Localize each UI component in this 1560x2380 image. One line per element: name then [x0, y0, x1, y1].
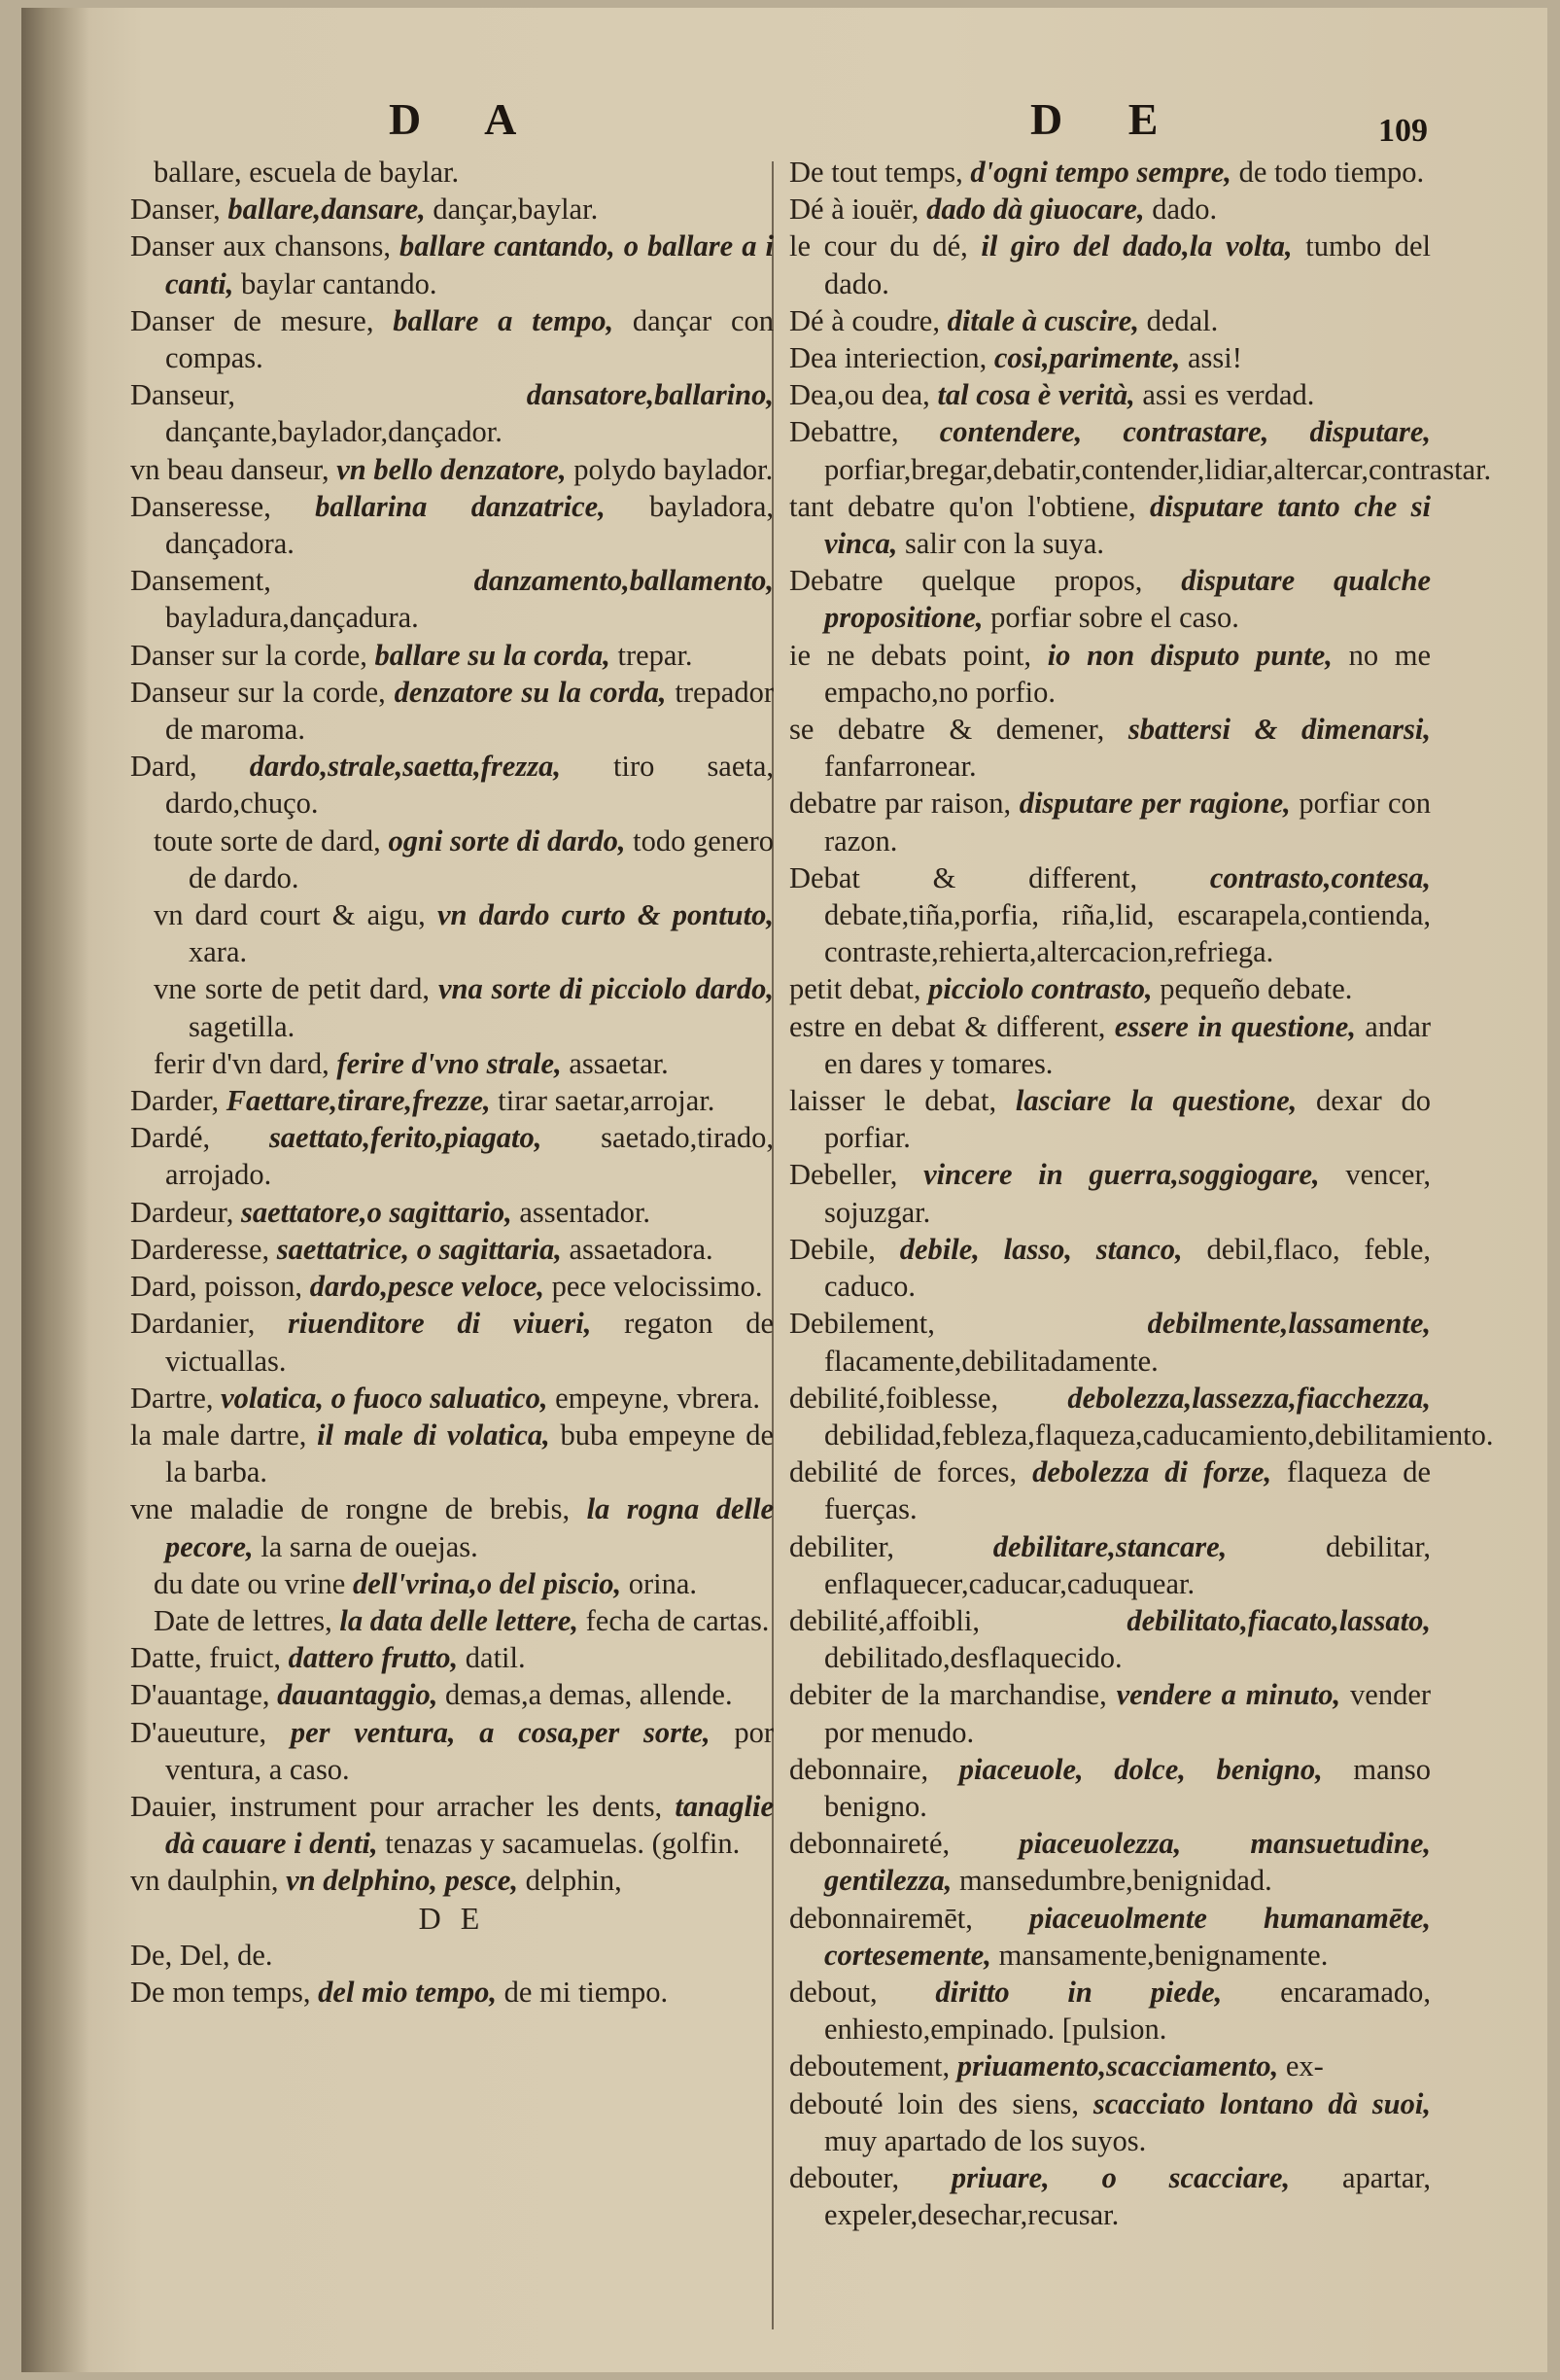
entry-italian: vna sorte di picciolo dardo,	[437, 972, 775, 1006]
dictionary-entry	[789, 339, 1431, 376]
entry-headword: Dard, poisson,	[130, 1270, 303, 1304]
entry-headword: Dard,	[130, 750, 197, 784]
entry-spanish: regaton de victuallas.	[165, 1307, 775, 1378]
entry-italian: vn dardo curto & pontuto,	[436, 898, 774, 932]
dictionary-entry	[130, 822, 774, 896]
entry-italian: vn bello denzatore,	[336, 452, 567, 486]
entry-headword: vne maladie de rongne de brebis,	[130, 1492, 571, 1526]
entry-spanish: saetado,tirado, arrojado.	[165, 1121, 775, 1192]
page-number: 109	[1378, 113, 1428, 149]
dictionary-entry	[789, 2085, 1431, 2159]
dictionary-entry	[130, 1305, 774, 1379]
entry-headword: Debeller,	[789, 1158, 898, 1192]
dictionary-entry	[130, 1380, 774, 1417]
entry-spanish: fecha de cartas.	[585, 1603, 770, 1637]
entry-headword: Danser sur la corde,	[130, 638, 367, 672]
entry-italian: volatica, o fuoco saluatico,	[221, 1381, 548, 1415]
dictionary-entry	[130, 228, 774, 301]
entry-spanish: porfiar,bregar,debatir,contender,lidiar,altercar,contrastar.	[824, 452, 1492, 486]
dictionary-entry	[130, 376, 774, 450]
dictionary-entry	[789, 859, 1431, 971]
dictionary-entry	[789, 413, 1492, 487]
dictionary-entry	[789, 785, 1431, 858]
dictionary-entry	[789, 191, 1431, 228]
entry-spanish: pequeño debate.	[1160, 972, 1353, 1006]
entry-spanish: pece velocissimo.	[551, 1270, 763, 1304]
entry-italian: ballare su la corda,	[374, 638, 610, 672]
entry-headword: Datte, fruict,	[130, 1641, 281, 1675]
dictionary-entry	[789, 711, 1431, 785]
entry-italian: cosi,parimente,	[993, 341, 1181, 375]
entry-italian: tanaglie dà cauare i denti,	[165, 1789, 774, 1861]
entry-spanish: flacamente,debilitadamente.	[824, 1344, 1159, 1378]
dictionary-entry	[789, 1082, 1431, 1156]
dictionary-entry	[130, 1119, 774, 1193]
entry-italian: ballare,dansare,	[227, 192, 426, 227]
entry-spanish: assi es verdad.	[1142, 378, 1315, 412]
dictionary-entry	[130, 1490, 774, 1564]
dictionary-entry	[789, 488, 1431, 562]
dictionary-entry	[789, 1008, 1431, 1082]
entry-headword: deboutement,	[789, 2049, 951, 2083]
entry-headword: Darderesse,	[130, 1232, 270, 1266]
dictionary-entry	[789, 154, 1431, 191]
entry-spanish: debilitado,desflaquecido.	[824, 1641, 1123, 1675]
entry-headword: Debat & different,	[789, 860, 1138, 894]
entry-headword: debonnaire,	[789, 1752, 929, 1786]
entry-spanish: tenazas y sacamuelas. (golfin.	[385, 1827, 741, 1861]
entry-italian: piaceuolmente humanamēte, cortesemente,	[824, 1901, 1431, 1972]
dictionary-entry	[789, 228, 1431, 301]
dictionary-entry	[130, 154, 774, 191]
dictionary-entry	[130, 1231, 774, 1268]
dictionary-entry	[130, 1602, 774, 1639]
entry-spanish: salir con la suya.	[905, 527, 1104, 561]
dictionary-entry	[130, 302, 774, 376]
dictionary-entry	[130, 1974, 774, 2011]
entry-spanish: dançante,baylador,dançador.	[165, 415, 503, 449]
entry-headword: Danser de mesure,	[130, 303, 374, 337]
entry-headword: Danser,	[130, 192, 221, 227]
dictionary-entry	[130, 970, 774, 1044]
entry-spanish: buba empeyne de la barba.	[165, 1418, 775, 1489]
running-head-right: D E	[1030, 94, 1186, 144]
entry-headword: tant debatre qu'on l'obtiene,	[789, 489, 1136, 523]
entry-spanish: tirar saetar,arrojar.	[498, 1084, 715, 1118]
entry-spanish: datil.	[465, 1641, 526, 1675]
entry-spanish: assi!	[1187, 341, 1242, 375]
entry-spanish: no me empacho,no porfio.	[824, 638, 1432, 709]
entry-italian: priuamento,scacciamento,	[956, 2049, 1279, 2083]
entry-headword: De mon temps,	[130, 1975, 311, 2009]
dictionary-entry	[789, 376, 1431, 413]
entry-headword: debilité de forces,	[789, 1455, 1018, 1489]
dictionary-entry	[789, 970, 1431, 1007]
entry-spanish: debate,tiña,porfia, riña,lid, escarapela,contienda, contraste,rehierta,altercacion,refriega.	[824, 898, 1431, 969]
entry-headword: D'auantage,	[130, 1678, 270, 1712]
entry-spanish: de.	[237, 1938, 273, 1972]
entry-spanish: assaetadora.	[569, 1232, 713, 1266]
entry-headword: De, Del,	[130, 1938, 230, 1972]
dictionary-entry	[130, 1676, 774, 1713]
entry-italian: disputare per ragione,	[1019, 787, 1291, 821]
entry-spanish: de todo tiempo.	[1238, 156, 1425, 189]
entry-spanish: dançar con compas.	[165, 303, 775, 375]
dictionary-entry	[130, 1862, 774, 1899]
entry-headword: toute sorte de dard,	[154, 823, 381, 858]
dictionary-entry	[130, 488, 774, 562]
entry-italian: la rogna delle pecore,	[165, 1492, 774, 1563]
entry-headword: debatre par raison,	[789, 787, 1012, 821]
dictionary-entry	[130, 1417, 774, 1490]
entry-spanish: bayladora, dançadora.	[165, 489, 774, 561]
entry-italian: dauantaggio,	[277, 1678, 438, 1712]
entry-italian: debolezza,lassezza,fiacchezza,	[1067, 1381, 1431, 1415]
entry-italian: debolezza di forze,	[1032, 1455, 1272, 1489]
entry-headword: le cour du dé,	[789, 229, 968, 263]
entry-italian: ballare cantando, o ballare a i canti,	[165, 229, 775, 300]
entry-spanish: flaqueza de fuerças.	[824, 1455, 1432, 1526]
entry-spanish: xara.	[189, 935, 248, 969]
entry-spanish: andar en dares y tomares.	[824, 1009, 1432, 1080]
entry-spanish: mansedumbre,benignidad.	[958, 1864, 1272, 1898]
entry-italian: il male di volatica,	[317, 1418, 550, 1452]
dictionary-entry	[789, 2159, 1431, 2233]
dictionary-entry	[130, 1937, 774, 1974]
entry-italian: debilmente,lassamente,	[1147, 1307, 1431, 1341]
entry-spanish: delphin,	[525, 1864, 622, 1898]
entry-italian: tal cosa è verità,	[937, 378, 1135, 412]
entry-spanish: bayladura,dançadura.	[165, 601, 419, 635]
entry-spanish: debilidad,febleza,flaqueza,caducamiento,debilitamiento.	[824, 1418, 1494, 1452]
entry-italian: dansatore,ballarino,	[526, 378, 774, 412]
dictionary-entry	[130, 1268, 774, 1305]
entry-italian: debile, lasso, stanco,	[899, 1232, 1183, 1266]
entry-spanish: fanfarronear.	[824, 750, 977, 784]
entry-italian: per ventura, a cosa,per sorte,	[290, 1715, 711, 1749]
entry-headword: ie ne debats point,	[789, 638, 1032, 672]
entry-spanish: apartar, expeler,desechar,recusar.	[824, 2160, 1431, 2232]
entry-headword: Debile,	[789, 1232, 876, 1266]
entry-italian: dado dà giuocare,	[926, 192, 1145, 227]
entry-headword: vn beau danseur,	[130, 452, 329, 486]
entry-headword: debiter de la marchandise,	[789, 1678, 1107, 1712]
entry-spanish: assentador.	[519, 1195, 651, 1229]
entry-italian: danzamento,ballamento,	[473, 564, 774, 598]
dictionary-entry	[130, 1639, 774, 1676]
entry-spanish: dexar do porfiar.	[824, 1084, 1432, 1155]
entry-headword: Dardé,	[130, 1121, 211, 1155]
entry-spanish: trepador de maroma.	[165, 675, 774, 747]
entry-spanish: encaramado, enhiesto,empinado. [pulsion.	[824, 1975, 1432, 2047]
dictionary-entry	[789, 1528, 1431, 1602]
entry-spanish: orina.	[628, 1566, 698, 1600]
binding-gutter	[21, 8, 89, 2372]
entry-headword: Debilement,	[789, 1307, 935, 1341]
entry-spanish: demas,a demas, allende.	[445, 1678, 733, 1712]
entry-headword: se debatre & demener,	[789, 713, 1105, 747]
dictionary-entry	[130, 896, 774, 970]
dictionary-entry	[130, 1788, 774, 1862]
entry-headword: Dardeur,	[130, 1195, 234, 1229]
entry-spanish: vender por menudo.	[824, 1678, 1432, 1749]
entry-headword: vn dard court & aigu,	[154, 898, 426, 932]
entry-spanish: debil,flaco, feble, caduco.	[824, 1232, 1431, 1304]
entry-italian: piaceuole, dolce, benigno,	[958, 1752, 1323, 1786]
entry-italian: disputare qualche propositione,	[824, 564, 1432, 635]
entry-spanish: assaetar.	[569, 1046, 669, 1080]
entry-italian: la data delle lettere,	[339, 1603, 579, 1637]
entry-headword: Dea interiection,	[789, 341, 988, 375]
entry-italian: ballarina danzatrice,	[315, 489, 606, 523]
entry-spanish: vencer, sojuzgar.	[824, 1158, 1432, 1229]
entry-italian: ballare a tempo,	[393, 303, 614, 337]
entry-italian: saettatrice, o sagittaria,	[276, 1232, 562, 1266]
entry-headword: Dé à coudre,	[789, 303, 940, 337]
entry-spanish: de mi tiempo.	[503, 1975, 669, 2009]
entry-spanish: dado.	[1152, 192, 1218, 227]
entry-headword: debonnaireté,	[789, 1827, 951, 1861]
dictionary-entry	[789, 1156, 1431, 1230]
entry-spanish: muy apartado de los suyos.	[824, 2123, 1147, 2157]
entry-italian: disputare tanto che si vinca,	[824, 489, 1431, 561]
entry-headword: Debatre quelque propos,	[789, 564, 1143, 598]
entry-italian: sbattersi & dimenarsi,	[1127, 713, 1431, 747]
dictionary-entry	[130, 748, 774, 822]
entry-spanish: polydo baylador.	[573, 452, 774, 486]
dictionary-entry	[130, 191, 774, 228]
entry-italian: il giro del dado,la volta,	[981, 229, 1293, 263]
entry-headword: debilité,affoibli,	[789, 1603, 980, 1637]
entry-italian: dardo,strale,saetta,frezza,	[249, 750, 561, 784]
entry-italian: ferire d'vno strale,	[336, 1046, 562, 1080]
dictionary-entry	[789, 1380, 1494, 1453]
dictionary-entry	[130, 1714, 774, 1788]
entry-italian: saettato,ferito,piagato,	[268, 1121, 542, 1155]
entry-italian: picciolo contrasto,	[928, 972, 1153, 1006]
dictionary-entry	[789, 637, 1431, 711]
entry-headword: estre en debat & different,	[789, 1009, 1106, 1043]
entry-spanish: todo genero de dardo.	[189, 823, 774, 894]
entry-headword: vne sorte de petit dard,	[154, 972, 430, 1006]
entry-headword: Dauier, instrument pour arracher les dents,	[130, 1789, 663, 1823]
dictionary-entry	[130, 451, 774, 488]
entry-spanish: manso benigno.	[824, 1752, 1432, 1823]
entry-italian: ditale à cuscire,	[947, 303, 1139, 337]
entry-headword: Date de lettres,	[154, 1603, 332, 1637]
entry-italian: d'ogni tempo sempre,	[970, 156, 1231, 189]
section-heading: D E	[418, 1900, 486, 1936]
entry-spanish: dedal.	[1146, 303, 1219, 337]
dictionary-entry	[130, 674, 774, 748]
entry-headword: vn daulphin,	[130, 1864, 279, 1898]
entry-headword: Danseur,	[130, 378, 236, 412]
entry-italian: debilitare,stancare,	[992, 1529, 1228, 1563]
entry-italian: priuare, o scacciare,	[951, 2160, 1291, 2194]
entry-headword: ballare,	[154, 156, 242, 189]
entry-headword: debiliter,	[789, 1529, 895, 1563]
dictionary-entry	[789, 1751, 1431, 1825]
entry-spanish: mansamente,benignamente.	[998, 1938, 1329, 1972]
dictionary-entry	[130, 1565, 774, 1602]
entry-headword: Darder,	[130, 1084, 220, 1118]
entry-headword: debonnairemēt,	[789, 1901, 973, 1935]
entry-headword: debouter,	[789, 2160, 900, 2194]
entry-italian: vincere in guerra,soggiogare,	[923, 1158, 1320, 1192]
entry-italian: io non disputo punte,	[1047, 638, 1333, 672]
entry-headword: D'aueuture,	[130, 1715, 267, 1749]
entry-headword: laisser le debat,	[789, 1084, 997, 1118]
dictionary-entry	[789, 1453, 1431, 1527]
entry-spanish: la sarna de ouejas.	[260, 1529, 478, 1563]
dictionary-entry	[789, 562, 1431, 636]
entry-headword: Dansement,	[130, 564, 271, 598]
entry-spanish: baylar cantando.	[240, 266, 437, 300]
dictionary-entry	[789, 1305, 1431, 1379]
entry-headword: la male dartre,	[130, 1418, 307, 1452]
entry-italian: piaceuolezza, mansuetudine, gentilezza,	[824, 1827, 1431, 1898]
entry-headword: du date ou vrine	[154, 1566, 346, 1600]
entry-spanish: sagetilla.	[189, 1009, 295, 1043]
entry-headword: debout,	[789, 1975, 878, 2009]
entry-italian: del mio tempo,	[318, 1975, 497, 2009]
entry-spanish: debilitar, enflaquecer,caducar,caduquear.	[824, 1529, 1431, 1600]
dictionary-entry	[789, 2048, 1431, 2084]
entry-spanish: porfiar con razon.	[824, 787, 1432, 858]
entry-spanish: ex-	[1285, 2049, 1324, 2083]
entry-italian: debilitato,fiacato,lassato,	[1127, 1603, 1431, 1637]
dictionary-entry	[789, 1231, 1431, 1305]
entry-headword: Dea,ou dea,	[789, 378, 930, 412]
dictionary-entry	[130, 637, 774, 674]
entry-headword: debilité,foiblesse,	[789, 1381, 999, 1415]
dictionary-entry	[130, 1045, 774, 1082]
entry-headword: debouté loin des siens,	[789, 2086, 1079, 2120]
entry-italian: contendere, contrastare, disputare,	[939, 415, 1432, 449]
entry-italian: vendere a minuto,	[1116, 1678, 1341, 1712]
entry-headword: petit debat,	[789, 972, 921, 1006]
entry-headword: ferir d'vn dard,	[154, 1046, 329, 1080]
entry-headword: Dardanier,	[130, 1307, 256, 1341]
entry-spanish: trepar.	[617, 638, 693, 672]
dictionary-entry	[789, 1602, 1431, 1676]
entry-headword: Danser aux chansons,	[130, 229, 391, 263]
right-column	[789, 154, 1494, 2233]
entry-italian: vn delphino, pesce,	[286, 1864, 519, 1898]
entry-italian: dell'vrina,o del piscio,	[352, 1566, 622, 1600]
entry-spanish: dançar,baylar.	[433, 192, 599, 227]
entry-italian: essere in questione,	[1114, 1009, 1356, 1043]
dictionary-entry	[789, 1825, 1431, 1899]
entry-italian: riuenditore di viueri,	[288, 1307, 592, 1341]
entry-headword: Danseur sur la corde,	[130, 675, 386, 709]
dictionary-entry	[130, 1082, 774, 1119]
entry-spanish: tiro saeta, dardo,chuço.	[165, 750, 775, 821]
entry-italian: dardo,pesce veloce,	[309, 1270, 545, 1304]
dictionary-entry	[789, 1900, 1431, 1974]
dictionary-entry	[789, 1974, 1431, 2048]
left-column	[130, 154, 774, 2011]
entry-italian: scacciato lontano dà suoi,	[1092, 2086, 1431, 2120]
dictionary-entry	[130, 562, 774, 636]
entry-italian: Faettare,tirare,frezze,	[225, 1084, 491, 1118]
dictionary-entry	[789, 302, 1431, 339]
entry-headword: Dé à iouër,	[789, 192, 919, 227]
book-page	[21, 8, 1547, 2372]
entry-italian: contrasto,contesa,	[1209, 860, 1431, 894]
entry-italian: lasciare la questione,	[1015, 1084, 1298, 1118]
dictionary-entry	[789, 1676, 1431, 1750]
entry-italian: diritto in piede,	[935, 1975, 1223, 2009]
entry-italian: saettatore,o sagittario,	[240, 1195, 512, 1229]
entry-italian: ogni sorte di dardo,	[388, 823, 626, 858]
running-head-left: D A	[389, 94, 544, 144]
entry-italian: denzatore su la corda,	[394, 675, 667, 709]
entry-headword: De tout temps,	[789, 156, 963, 189]
entry-italian: dattero frutto,	[288, 1641, 459, 1675]
entry-headword: Dartre,	[130, 1381, 214, 1415]
entry-spanish: por ventura, a caso.	[165, 1715, 775, 1786]
entry-headword: Debattre,	[789, 415, 899, 449]
entry-spanish: porfiar sobre el caso.	[990, 601, 1239, 635]
entry-spanish: tumbo del dado.	[824, 229, 1432, 300]
entry-spanish: empeyne, vbrera.	[555, 1381, 760, 1415]
dictionary-entry	[130, 1194, 774, 1231]
entry-spanish: escuela de baylar.	[249, 156, 460, 189]
entry-headword: Danseresse,	[130, 489, 271, 523]
